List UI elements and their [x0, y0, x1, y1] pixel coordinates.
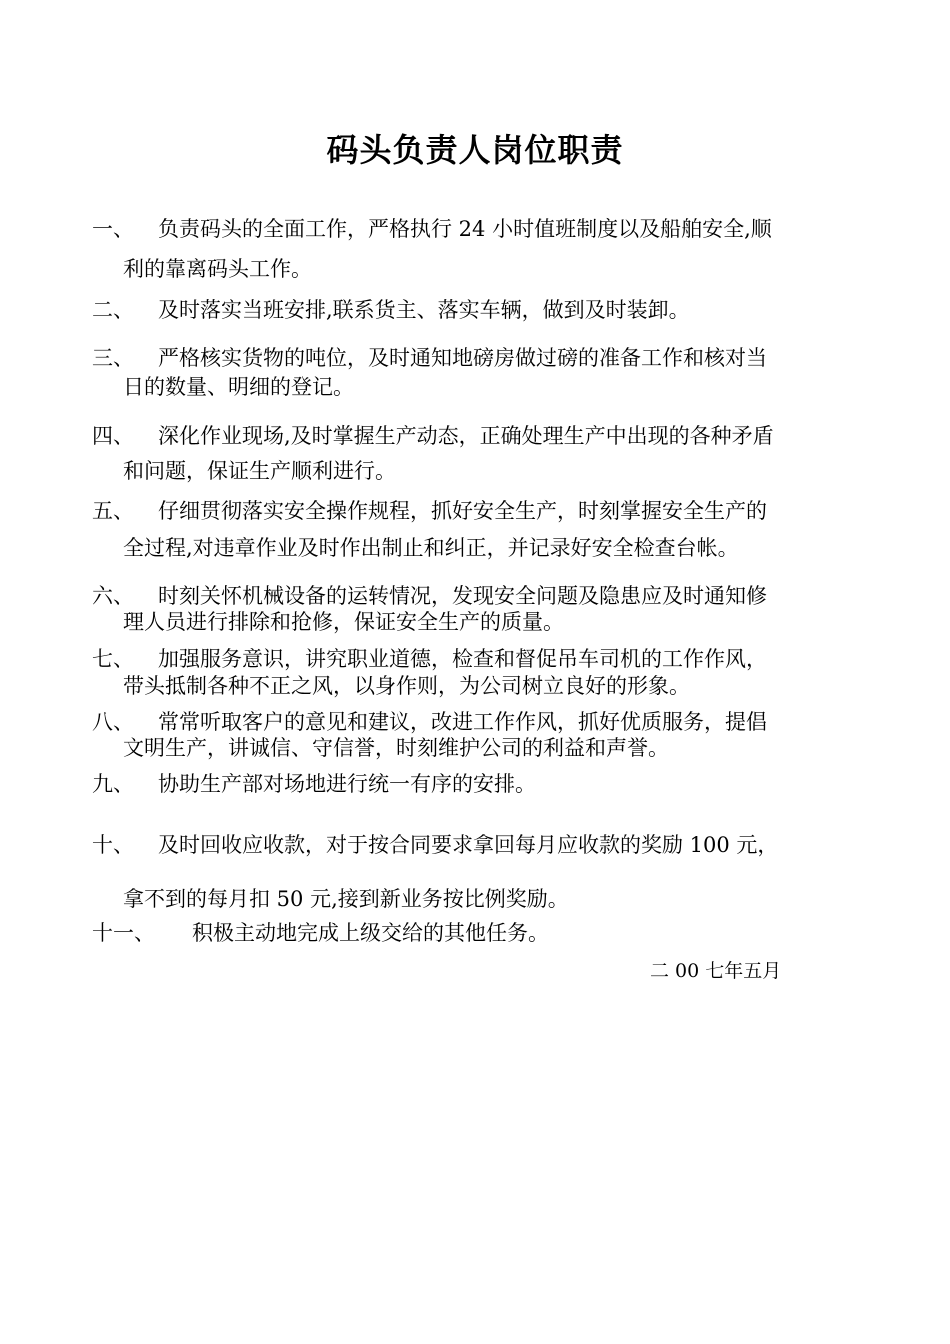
- item-text: 及时落实当班安排,联系货主、落实车辆，做到及时装卸。: [158, 298, 690, 322]
- item-text: 协助生产部对场地进行统一有序的安排。: [158, 772, 536, 796]
- item-number: 九、: [92, 772, 134, 796]
- item-text: 及时回收应收款，对于按合同要求拿回每月应收款的奖励 100 元，: [158, 833, 779, 857]
- duty-item-11: [92, 918, 862, 948]
- item-text: 利的靠离码头工作。: [123, 257, 312, 281]
- item-number: 四、: [92, 424, 134, 448]
- item-text: 时刻关怀机械设备的运转情况，发现安全问题及隐患应及时通知修: [158, 584, 767, 608]
- item-text: 严格核实货物的吨位，及时通知地磅房做过磅的准备工作和核对当: [158, 346, 767, 370]
- item-number: 八、: [92, 710, 134, 734]
- item-number: 二、: [92, 298, 134, 322]
- item-text: 理人员进行排除和抢修，保证安全生产的质量。: [123, 610, 564, 634]
- duty-item-7: [92, 646, 862, 700]
- duty-item-2: [92, 293, 862, 327]
- item-text: 积极主动地完成上级交给的其他任务。: [192, 921, 549, 945]
- duty-item-5: [92, 493, 862, 567]
- duty-item-10: [92, 818, 862, 926]
- item-text: 和问题，保证生产顺利进行。: [123, 459, 396, 483]
- document-date: 二 00 七年五月: [650, 960, 782, 982]
- duty-item-1: [92, 209, 862, 289]
- item-text: 带头抵制各种不正之风，以身作则，为公司树立良好的形象。: [123, 674, 690, 698]
- item-text: 文明生产，讲诚信、守信誉，时刻维护公司的利益和声誉。: [123, 736, 669, 760]
- item-text: 深化作业现场,及时掌握生产动态，正确处理生产中出现的各种矛盾: [158, 424, 774, 448]
- duty-item-3: [92, 344, 862, 402]
- item-number: 一、: [92, 217, 134, 241]
- item-text: 仔细贯彻落实安全操作规程，抓好安全生产，时刻掌握安全生产的: [158, 499, 767, 523]
- item-number: 七、: [92, 647, 134, 671]
- item-text: 加强服务意识，讲究职业道德，检查和督促吊车司机的工作作风，: [158, 647, 767, 671]
- item-text: 全过程,对违章作业及时作出制止和纠正，并记录好安全检查台帐。: [123, 536, 739, 560]
- duty-item-6: [92, 583, 862, 635]
- item-text: 拿不到的每月扣 50 元,接到新业务按比例奖励。: [123, 887, 569, 911]
- item-number: 十、: [92, 833, 134, 857]
- item-number: 十一、: [92, 921, 155, 945]
- item-text: 负责码头的全面工作，严格执行 24 小时值班制度以及船舶安全,顺: [158, 217, 772, 241]
- duty-item-8: [92, 709, 862, 761]
- item-number: 五、: [92, 499, 134, 523]
- item-number: 三、: [92, 346, 134, 370]
- duty-item-4: [92, 419, 862, 489]
- duty-item-9: [92, 769, 862, 799]
- document-title: 码头负责人岗位职责: [326, 131, 624, 169]
- item-number: 六、: [92, 584, 134, 608]
- item-text: 日的数量、明细的登记。: [123, 375, 354, 399]
- item-text: 常常听取客户的意见和建议，改进工作作风，抓好优质服务，提倡: [158, 710, 767, 734]
